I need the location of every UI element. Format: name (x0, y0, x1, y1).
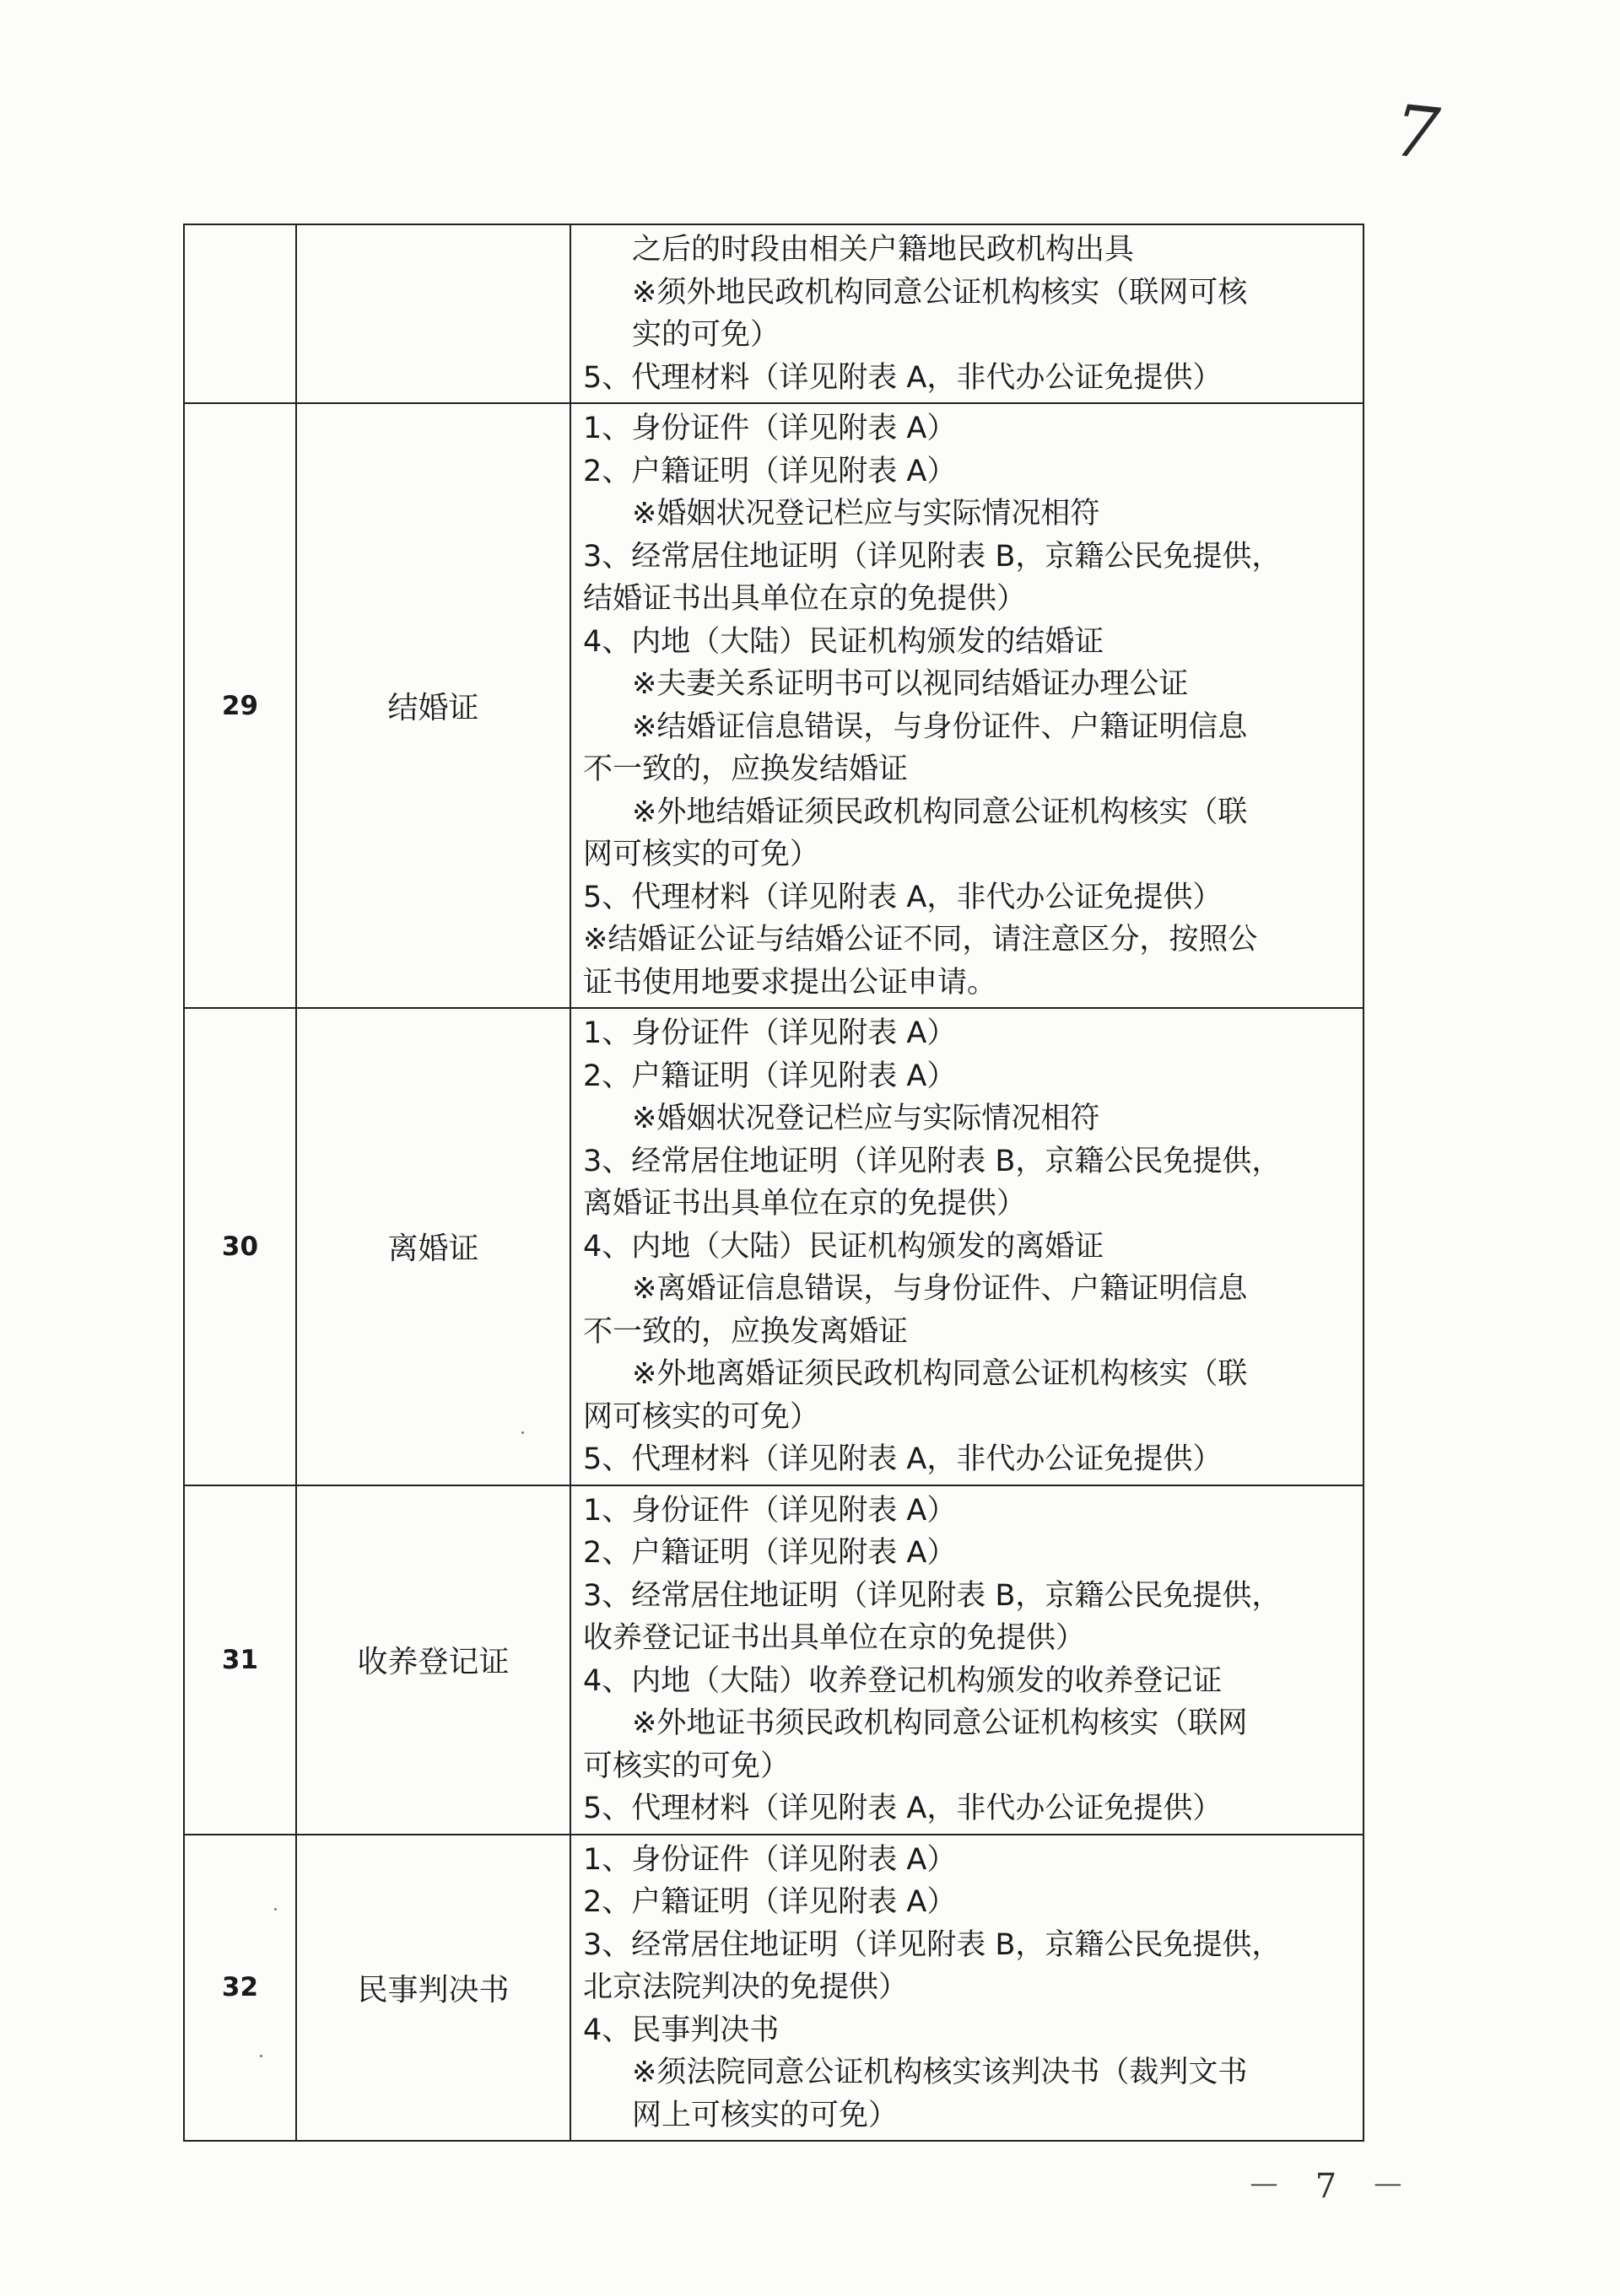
table-row (184, 403, 1364, 1008)
material-line: 2、户籍证明（详见附表 A） (583, 1536, 957, 1570)
material-line: 4、内地（大陆）民证机构颁发的离婚证 (583, 1229, 1104, 1264)
material-line: 2、户籍证明（详见附表 A） (583, 454, 957, 488)
table-row (184, 1835, 1364, 2142)
document-type-name: 离婚证 (296, 1008, 570, 1485)
material-line: 2、户籍证明（详见附表 A） (583, 1885, 957, 1919)
required-materials-cell (570, 1008, 1364, 1485)
table-row (184, 224, 1364, 403)
row-number (184, 224, 296, 403)
table-row (184, 1008, 1364, 1485)
material-line: ※外地离婚证须民政机构同意公证机构核实（联 (632, 1357, 1248, 1391)
material-line: 可核实的可免） (583, 1749, 791, 1783)
material-line: 结婚证书出具单位在京的免提供） (583, 582, 1027, 616)
material-line: 3、经常居住地证明（详见附表 B，京籍公民免提供， (583, 1144, 1282, 1178)
handwritten-page-number: 7 (1382, 89, 1451, 175)
material-line: 5、代理材料（详见附表 A，非代办公证免提供） (583, 360, 1223, 395)
material-line: 实的可免） (632, 318, 780, 352)
material-line: 收养登记证书出具单位在京的免提供） (583, 1621, 1086, 1655)
material-line: ※婚姻状况登记栏应与实际情况相符 (632, 1102, 1100, 1135)
material-line: ※夫妻关系证明书可以视同结婚证办理公证 (632, 667, 1189, 701)
material-line: 4、民事判决书 (583, 2013, 780, 2047)
required-materials-cell (570, 224, 1364, 403)
required-materials-cell (570, 1485, 1364, 1835)
material-line: 1、身份证件（详见附表 A） (583, 1016, 957, 1050)
scan-speck (521, 1431, 524, 1434)
material-line: ※结婚证公证与结婚公证不同，请注意区分，按照公 (583, 923, 1258, 957)
row-number: 30 (184, 1008, 296, 1485)
material-line: 5、代理材料（详见附表 A，非代办公证免提供） (583, 1442, 1223, 1476)
document-type-name: 结婚证 (296, 403, 570, 1008)
material-line: ※结婚证信息错误，与身份证件、户籍证明信息 (632, 709, 1248, 744)
material-line: 5、代理材料（详见附表 A，非代办公证免提供） (583, 880, 1223, 914)
document-type-name: 收养登记证 (296, 1485, 570, 1835)
row-number: 32 (184, 1835, 296, 2142)
table-row (184, 1485, 1364, 1835)
required-materials-cell (570, 1835, 1364, 2142)
material-line: ※婚姻状况登记栏应与实际情况相符 (632, 497, 1100, 531)
notary-materials-table (183, 224, 1364, 2142)
material-line: 北京法院判决的免提供） (583, 1970, 909, 2004)
required-materials-cell (570, 403, 1364, 1008)
material-line: 3、经常居住地证明（详见附表 B，京籍公民免提供， (583, 1578, 1282, 1613)
material-line: 证书使用地要求提出公证申请。 (583, 965, 997, 1000)
page-number-footer: － 7 － (1247, 2167, 1417, 2206)
material-line: ※须外地民政机构同意公证机构核实（联网可核 (632, 275, 1248, 310)
material-line: 不一致的，应换发离婚证 (583, 1314, 909, 1349)
document-type-name (296, 224, 570, 403)
scan-speck (274, 1908, 277, 1911)
material-line: 3、经常居住地证明（详见附表 B，京籍公民免提供， (583, 539, 1282, 574)
material-line: 5、代理材料（详见附表 A，非代办公证免提供） (583, 1792, 1223, 1825)
material-line: 1、身份证件（详见附表 A） (583, 1493, 957, 1528)
material-line: 网可核实的可免） (583, 838, 820, 871)
document-type-name: 民事判决书 (296, 1835, 570, 2142)
material-line: 不一致的，应换发结婚证 (583, 752, 909, 786)
scan-speck (260, 2055, 262, 2057)
material-line: 4、内地（大陆）收养登记机构颁发的收养登记证 (583, 1663, 1223, 1698)
row-number: 29 (184, 403, 296, 1008)
material-line: 离婚证书出具单位在京的免提供） (583, 1187, 1027, 1221)
material-line: 4、内地（大陆）民证机构颁发的结婚证 (583, 624, 1104, 659)
material-line: ※外地证书须民政机构同意公证机构核实（联网 (632, 1706, 1248, 1740)
material-line: 网上可核实的可免） (632, 2098, 899, 2132)
material-line: 之后的时段由相关户籍地民政机构出具 (632, 233, 1135, 267)
material-line: ※外地结婚证须民政机构同意公证机构核实（联 (632, 795, 1248, 829)
material-line: ※须法院同意公证机构核实该判决书（裁判文书 (632, 2056, 1248, 2089)
table-body (184, 224, 1364, 2141)
material-line: 网可核实的可免） (583, 1399, 820, 1434)
material-line: 3、经常居住地证明（详见附表 B，京籍公民免提供， (583, 1927, 1282, 1962)
row-number: 31 (184, 1485, 296, 1835)
material-line: 2、户籍证明（详见附表 A） (583, 1059, 957, 1093)
material-line: ※离婚证信息错误，与身份证件、户籍证明信息 (632, 1272, 1248, 1306)
material-line: 1、身份证件（详见附表 A） (583, 412, 957, 445)
material-line: 1、身份证件（详见附表 A） (583, 1842, 957, 1877)
